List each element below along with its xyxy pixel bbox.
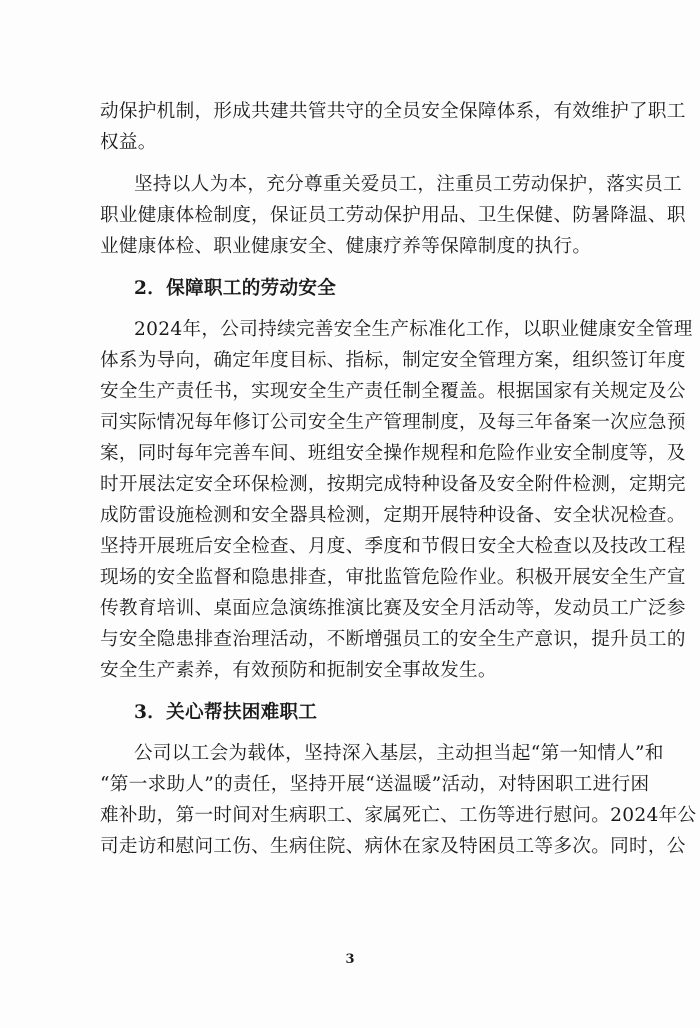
paragraph-3-line-4: 司实际情况每年修订公司安全生产管理制度，及每三年备案一次应急预 bbox=[100, 412, 686, 433]
paragraph-1-line-1: 动保护机制，形成共建共管共守的全员安全保障体系，有效维护了职工 bbox=[100, 101, 686, 122]
paragraph-4-line-4: 司走访和慰问工伤、生病住院、病休在家及特困员工等多次。同时，公 bbox=[100, 836, 686, 857]
paragraph-3-line-10: 传教育培训、桌面应急演练推演比赛及安全月活动等，发动员工广泛参 bbox=[100, 598, 686, 619]
paragraph-3-line-9: 现场的安全监督和隐患排查，审批监管危险作业。积极开展安全生产宣 bbox=[100, 567, 686, 588]
paragraph-3-line-6: 时开展法定安全环保检测，按期完成特种设备及安全附件检测，定期完 bbox=[100, 474, 686, 495]
paragraph-4-line-3: 难补助，第一时间对生病职工、家属死亡、工伤等进行慰问。2024年公 bbox=[100, 805, 697, 826]
paragraph-3-line-7: 成防雷设施检测和安全器具检测，定期开展特种设备、安全状况检查。 bbox=[100, 505, 686, 526]
paragraph-2-line-2: 职业健康体检制度，保证员工劳动保护用品、卫生保健、防暑降温、职 bbox=[100, 205, 686, 226]
section-heading-2: 2．保障职工的劳动安全 bbox=[134, 278, 337, 299]
paragraph-4-line-2: “第一求助人”的责任，坚持开展“送温暖”活动，对特困职工进行困 bbox=[100, 774, 650, 795]
paragraph-3-line-11: 与安全隐患排查治理活动，不断增强员工的安全生产意识，提升员工的 bbox=[100, 629, 686, 650]
paragraph-2-line-1: 坚持以人为本，充分尊重关爱员工，注重员工劳动保护，落实员工 bbox=[134, 174, 682, 195]
paragraph-2-line-3: 业健康体检、职业健康安全、健康疗养等保障制度的执行。 bbox=[100, 236, 592, 257]
paragraph-3-line-2: 体系为导向，确定年度目标、指标，制定安全管理方案，组织签订年度 bbox=[100, 350, 686, 371]
paragraph-4-line-1: 公司以工会为载体，坚持深入基层，主动担当起“第一知情人”和 bbox=[134, 743, 664, 764]
paragraph-3-line-5: 案，同时每年完善车间、班组安全操作规程和危险作业安全制度等，及 bbox=[100, 443, 686, 464]
paragraph-3-line-3: 安全生产责任书，实现安全生产责任制全覆盖。根据国家有关规定及公 bbox=[100, 381, 686, 402]
paragraph-3-line-1: 2024年，公司持续完善安全生产标准化工作，以职业健康安全管理 bbox=[134, 319, 693, 340]
section-heading-3: 3．关心帮扶困难职工 bbox=[134, 702, 318, 723]
paragraph-3-line-12: 安全生产素养，有效预防和扼制安全事故发生。 bbox=[100, 660, 497, 681]
paragraph-1-line-2: 权益。 bbox=[100, 132, 157, 153]
page-number: 3 bbox=[345, 952, 355, 967]
paragraph-3-line-8: 坚持开展班后安全检查、月度、季度和节假日安全大检查以及技改工程 bbox=[100, 536, 686, 557]
